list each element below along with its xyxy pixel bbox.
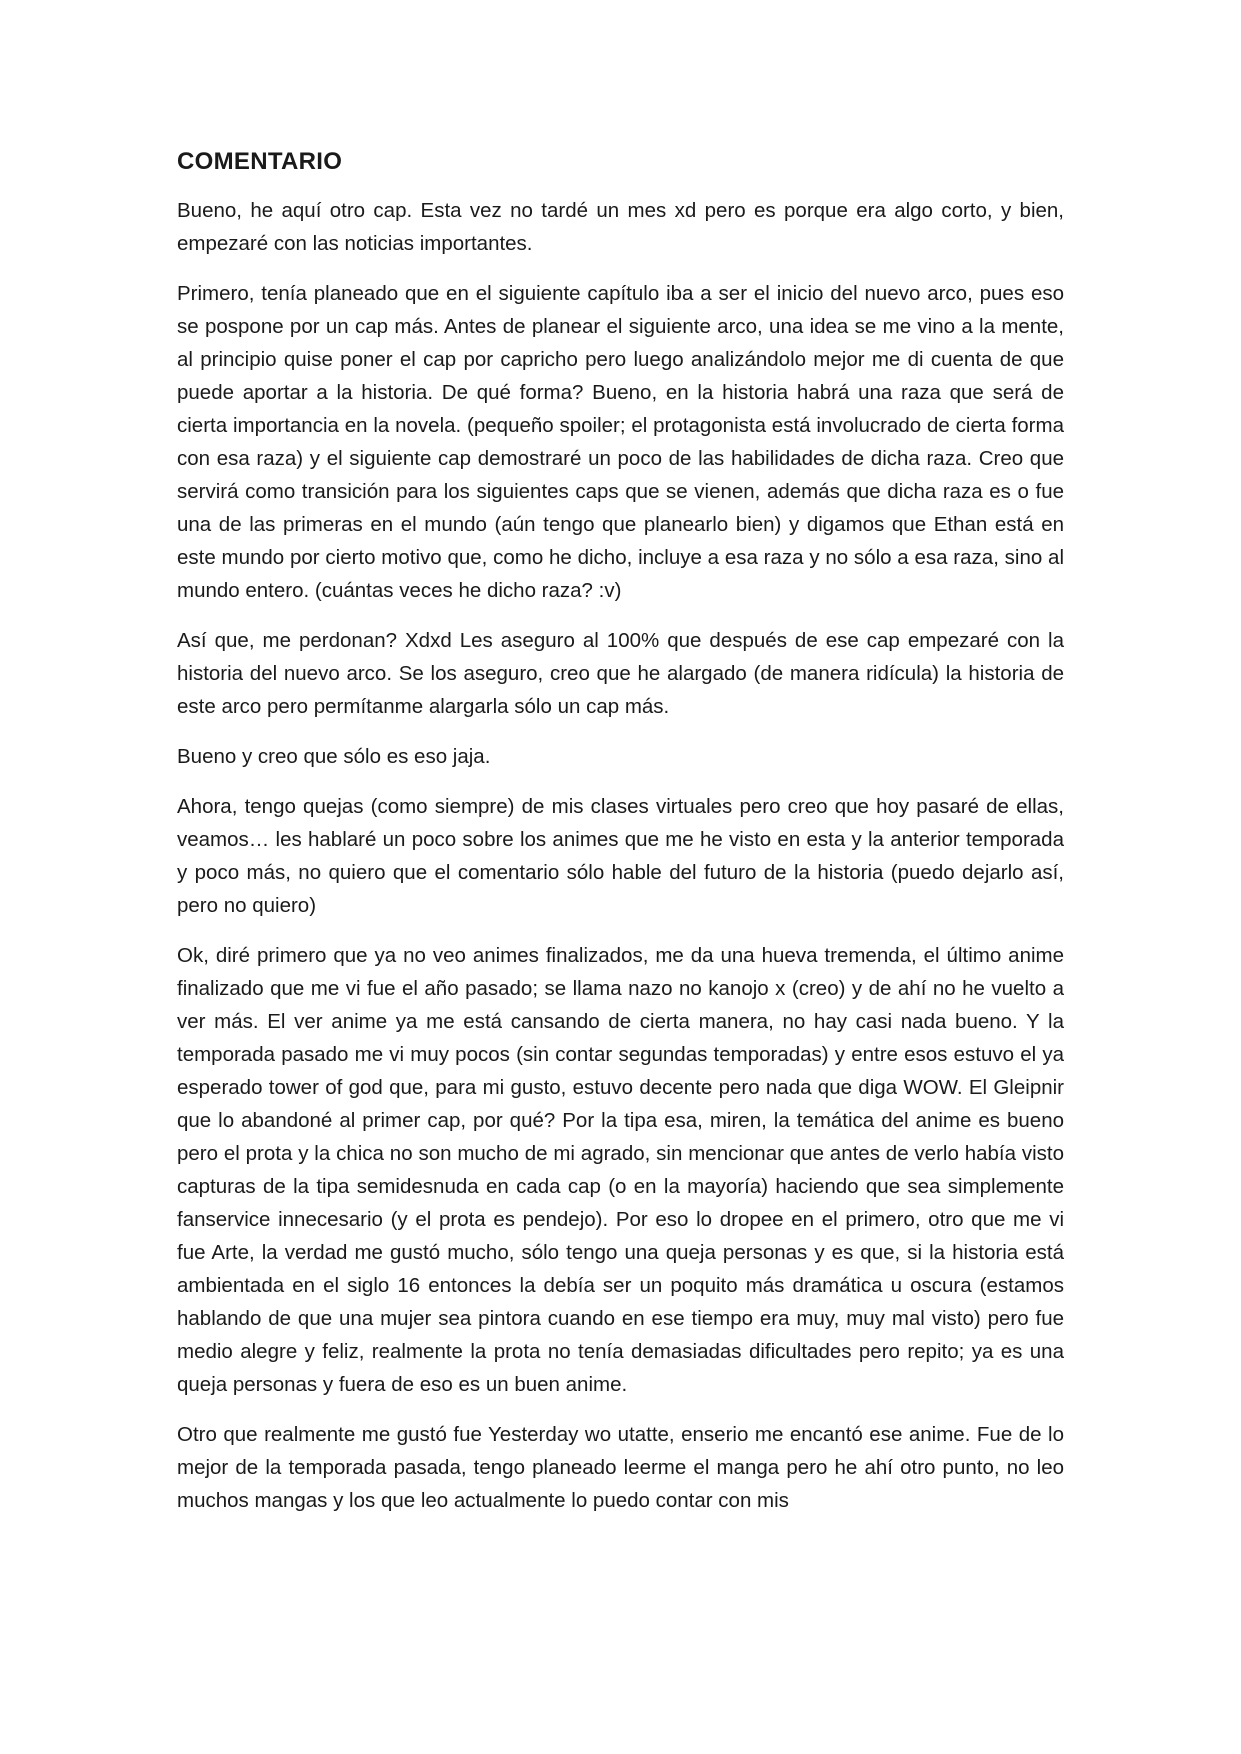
paragraph-plan: Primero, tenía planeado que en el siguiente capítulo iba a ser el inicio del nuevo arco, pues eso se pospone por un cap más. Antes de planear el siguiente arco, una idea se me vino a la mente, al principio quise poner el cap por capricho pero luego analizándolo mejor me di cuenta de que puede aportar a la historia. De qué forma? Bueno, en la historia habrá una raza que será de cierta importancia en la novela. (pequeño spoiler; el protagonista está involucrado de cierta forma con esa raza) y el siguiente cap demostraré un poco de las habilidades de dicha raza. Creo que servirá como transición para los siguientes caps que se vienen, además que dicha raza es o fue una de las primeras en el mundo (aún tengo que planearlo bien) y digamos que Ethan está en este mundo por cierto motivo que, como he dicho, incluye a esa raza y no sólo a esa raza, sino al mundo entero. (cuántas veces he dicho raza? :v) [177,282,1064,602]
paragraph-intro: Bueno, he aquí otro cap. Esta vez no tardé un mes xd pero es porque era algo corto, y bien, empezaré con las noticias importantes. [177,199,1064,255]
paragraph-yesterday-wo-utatte: Otro que realmente me gustó fue Yesterday wo utatte, enserio me encantó ese anime. Fue de lo mejor de la temporada pasada, tengo planeado leerme el manga pero he ahí otro punto, no leo muchos mangas y los que leo actualmente lo puedo contar con mis [177,1423,1064,1512]
paragraph-animes-intro: Ahora, tengo quejas (como siempre) de mis clases virtuales pero creo que hoy pasaré de ellas, veamos… les hablaré un poco sobre los animes que me he visto en esta y la anterior temporada y poco más, no quiero que el comentario sólo hable del futuro de la historia (puedo dejarlo así, pero no quiero) [177,795,1064,917]
paragraph-apology: Así que, me perdonan? Xdxd Les aseguro al 100% que después de ese cap empezaré con la historia del nuevo arco. Se los aseguro, creo que he alargado (de manera ridícula) la historia de este arco pero permítanme alargarla sólo un cap más. [177,629,1064,718]
document-body [177,146,1064,1534]
paragraph-anime-opinions: Ok, diré primero que ya no veo animes finalizados, me da una hueva tremenda, el último anime finalizado que me vi fue el año pasado; se llama nazo no kanojo x (creo) y de ahí no he vuelto a ver más. El ver anime ya me está cansando de cierta manera, no hay casi nada bueno. Y la temporada pasado me vi muy pocos (sin contar segundas temporadas) y entre esos estuvo el ya esperado tower of god que, para mi gusto, estuvo decente pero nada que diga WOW. El Gleipnir que lo abandoné al primer cap, por qué? Por la tipa esa, miren, la temática del anime es bueno pero el prota y la chica no son mucho de mi agrado, sin mencionar que antes de verlo había visto capturas de la tipa semidesnuda en cada cap (o en la mayoría) haciendo que sea simplemente fanservice innecesario (y el prota es pendejo). Por eso lo dropee en el primero, otro que me vi fue Arte, la verdad me gustó mucho, sólo tengo una queja personas y es que, si la historia está ambientada en el siglo 16 entonces la debía ser un poquito más dramática u oscura (estamos hablando de que una mujer sea pintora cuando en ese tiempo era muy, muy mal visto) pero fue medio alegre y feliz, realmente la prota no tenía demasiadas dificultades pero repito; ya es una queja personas y fuera de eso es un buen anime. [177,944,1064,1396]
paragraph-closing-news: Bueno y creo que sólo es eso jaja. [177,745,491,768]
document-heading: COMENTARIO [177,148,343,175]
